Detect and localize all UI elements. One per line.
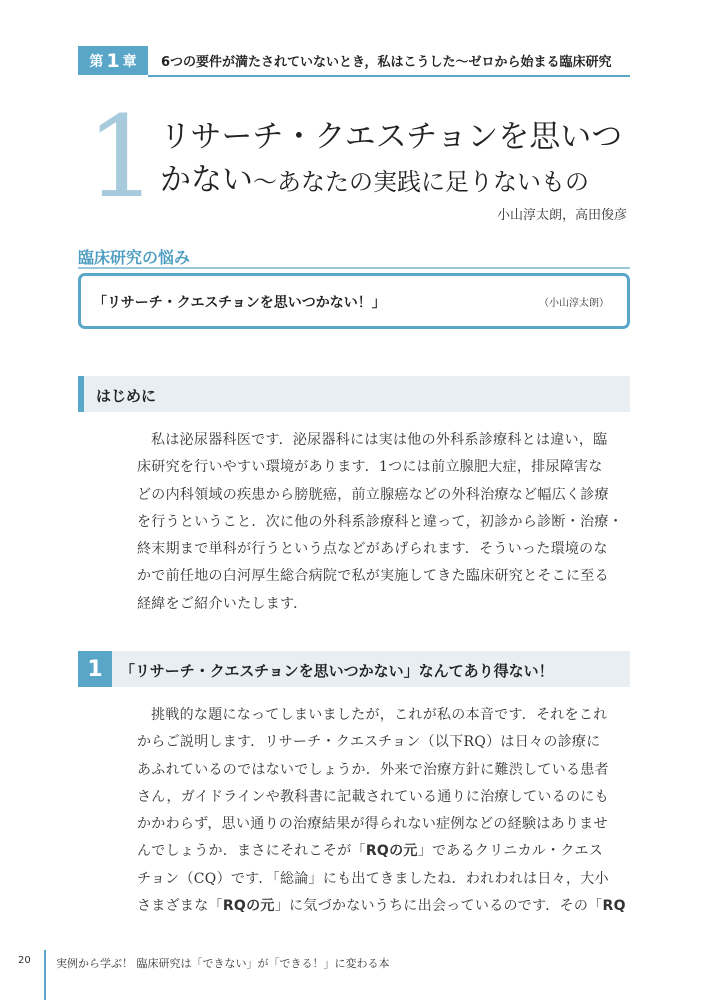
article-title-line2: [160, 159, 630, 204]
book-title: 実例から学ぶ！ 臨床研究は「できない」が「できる！」に変わる本: [56, 957, 390, 970]
text-line: 終末期まで単科が行うという点などがあげられます．そういった環境のな: [137, 541, 608, 558]
text-line: かかわらず，思い通りの治療結果が得られない症例などの経験はありませ: [137, 816, 608, 833]
text-segment: 」であるクリニカル・クエス: [417, 843, 604, 860]
rq-emphasis: RQの元: [365, 843, 418, 860]
text-line: さん，ガイドラインや教科書に記載されている通りに治療しているのにも: [137, 788, 609, 805]
worry-rule: [78, 267, 630, 269]
article-title-line1: リサーチ・クエスチョンを思いつ: [160, 119, 623, 155]
chapter-number: 1: [106, 49, 120, 72]
text-line: どの内科領域の疾患から膀胱癌，前立腺癌などの外科治療など幅広く診療: [137, 486, 609, 503]
rq-emphasis: RQ: [602, 898, 626, 915]
section1-paragraph: [137, 702, 629, 920]
text-line: からご説明します．リサーチ・クエスチョン（以下RQ）は日々の診療に: [137, 734, 601, 751]
worry-quote: 「リサーチ・クエスチョンを思いつかない！」: [93, 295, 386, 311]
chapter-title: 6つの要件が満たされていないとき，私はこうした～ゼロから始まる臨床研究: [161, 55, 612, 70]
section1-number: 1: [78, 651, 112, 687]
text-line: 私は泌尿器科医です．泌尿器科には実は他の外科系診療科とは違い，臨: [151, 432, 608, 448]
intro-heading: はじめに: [96, 387, 157, 405]
text-line: 床研究を行いやすい環境があります．1つには前立腺肥大症，排尿障害な: [137, 459, 603, 476]
page-footer: [0, 950, 705, 1000]
text-line: を行うということ．次に他の外科系診療科と違って，初診から診断・治療・: [137, 513, 623, 530]
footer-rule: [44, 950, 46, 1000]
chapter-tag-prefix: 第: [89, 53, 104, 70]
worry-box: [78, 273, 630, 329]
text-line: [137, 893, 629, 920]
intro-section-bar: [78, 376, 630, 412]
chapter-tag: [78, 46, 148, 75]
text-line: あふれているのではないでしょうか．外来で治療方針に難渋している患者: [137, 761, 609, 778]
text-line: 経緯をご紹介いたします．: [137, 595, 308, 612]
text-line: 挑戦的な題になってしまいましたが，これが私の本音です．それをこれ: [151, 707, 608, 723]
text-line: チョン（CQ）です．「総論」にも出てきましたね．われわれは日々，大小: [137, 870, 609, 887]
text-line: かで前任地の白河厚生総合病院で私が実施してきた臨床研究とそこに至る: [137, 568, 609, 585]
article-title: [160, 116, 630, 204]
worry-author: （小山淳太朗）: [539, 298, 609, 309]
chapter-header: [78, 46, 630, 76]
text-segment: んでしょうか．まさにそれこそが「: [137, 843, 366, 860]
text-segment: さまざまな「: [137, 898, 223, 915]
article-number: 1: [86, 93, 158, 223]
section1-heading: 「リサーチ・クエスチョンを思いつかない」なんてあり得ない！: [120, 662, 554, 680]
article-title-line2-main: かない: [160, 162, 253, 198]
chapter-rule: [148, 75, 630, 77]
worry-heading: 臨床研究の悩み: [78, 248, 191, 267]
text-segment: 」に気づかないうちに出会っているのです．その「: [274, 898, 603, 915]
rq-emphasis: RQの元: [222, 898, 275, 915]
section1-bar: [78, 651, 630, 687]
text-line: [137, 838, 629, 865]
chapter-tag-suffix: 章: [122, 53, 137, 70]
article-subtitle: ～あなたの実践に足りないもの: [253, 168, 589, 196]
page-number: 20: [18, 955, 31, 966]
authors: 小山淳太朗，高田俊彦: [496, 208, 627, 223]
intro-paragraph: [137, 427, 629, 618]
